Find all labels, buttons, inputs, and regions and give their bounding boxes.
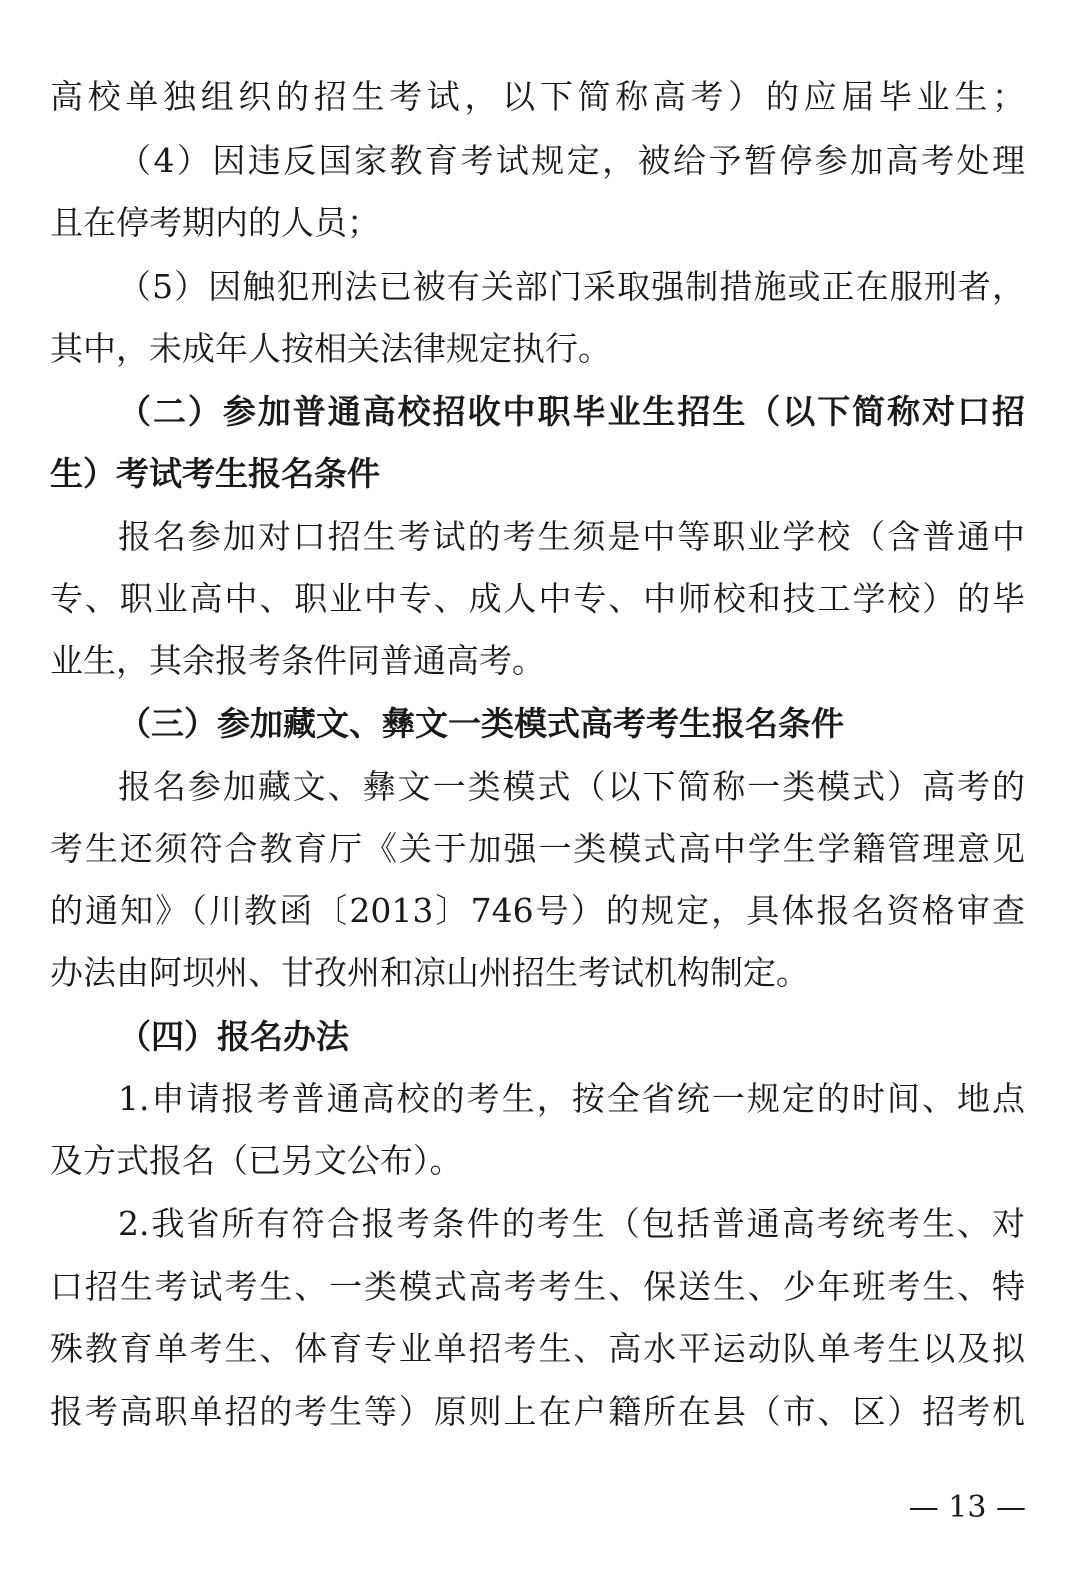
text-line: 报名参加藏文、彝文一类模式（以下简称一类模式）高考的 (118, 767, 1025, 806)
text-line: 报考高职单招的考生等）原则上在户籍所在县（市、区）招考机 (50, 1392, 1025, 1431)
section-heading-line: （三）参加藏文、彝文一类模式高考考生报名条件 (118, 704, 844, 743)
text-line: 高校单独组织的招生考试，以下简称高考）的应届毕业生； (50, 77, 1025, 116)
section-heading-line: （二）参加普通高校招收中职毕业生招生（以下简称对口招 (118, 392, 1025, 431)
text-line: 其中，未成年人按相关法律规定执行。 (50, 329, 611, 368)
section-heading-line: （四）报名办法 (118, 1017, 349, 1056)
text-line: 的通知》（川教函〔2013〕746号）的规定，具体报名资格审查 (50, 891, 1025, 930)
text-line: 考生还须符合教育厅《关于加强一类模式高中学生学籍管理意见 (50, 829, 1025, 868)
text-line: 殊教育单考生、体育专业单招考生、高水平运动队单考生以及拟 (50, 1329, 1025, 1368)
text-line: 专、职业高中、职业中专、成人中专、中师校和技工学校）的毕 (50, 579, 1025, 618)
section-heading-line: 生）考试考生报名条件 (50, 454, 380, 493)
text-line: 1.申请报考普通高校的考生，按全省统一规定的时间、地点 (118, 1079, 1025, 1118)
text-line: 且在停考期内的人员； (50, 203, 380, 242)
text-line: 2.我省所有符合报考条件的考生（包括普通高考统考生、对 (118, 1204, 1025, 1243)
text-line: （5）因触犯刑法已被有关部门采取强制措施或正在服刑者， (118, 267, 1025, 306)
text-line: （4）因违反国家教育考试规定，被给予暂停参加高考处理 (118, 141, 1025, 180)
page-number: — 13 — (908, 1490, 1026, 1525)
text-line: 报名参加对口招生考试的考生须是中等职业学校（含普通中 (118, 517, 1025, 556)
text-line: 业生，其余报考条件同普通高考。 (50, 641, 545, 680)
text-line: 办法由阿坝州、甘孜州和凉山州招生考试机构制定。 (50, 953, 809, 992)
text-line: 及方式报名（已另文公布）。 (50, 1141, 463, 1180)
text-line: 口招生考试考生、一类模式高考考生、保送生、少年班考生、特 (50, 1267, 1025, 1306)
